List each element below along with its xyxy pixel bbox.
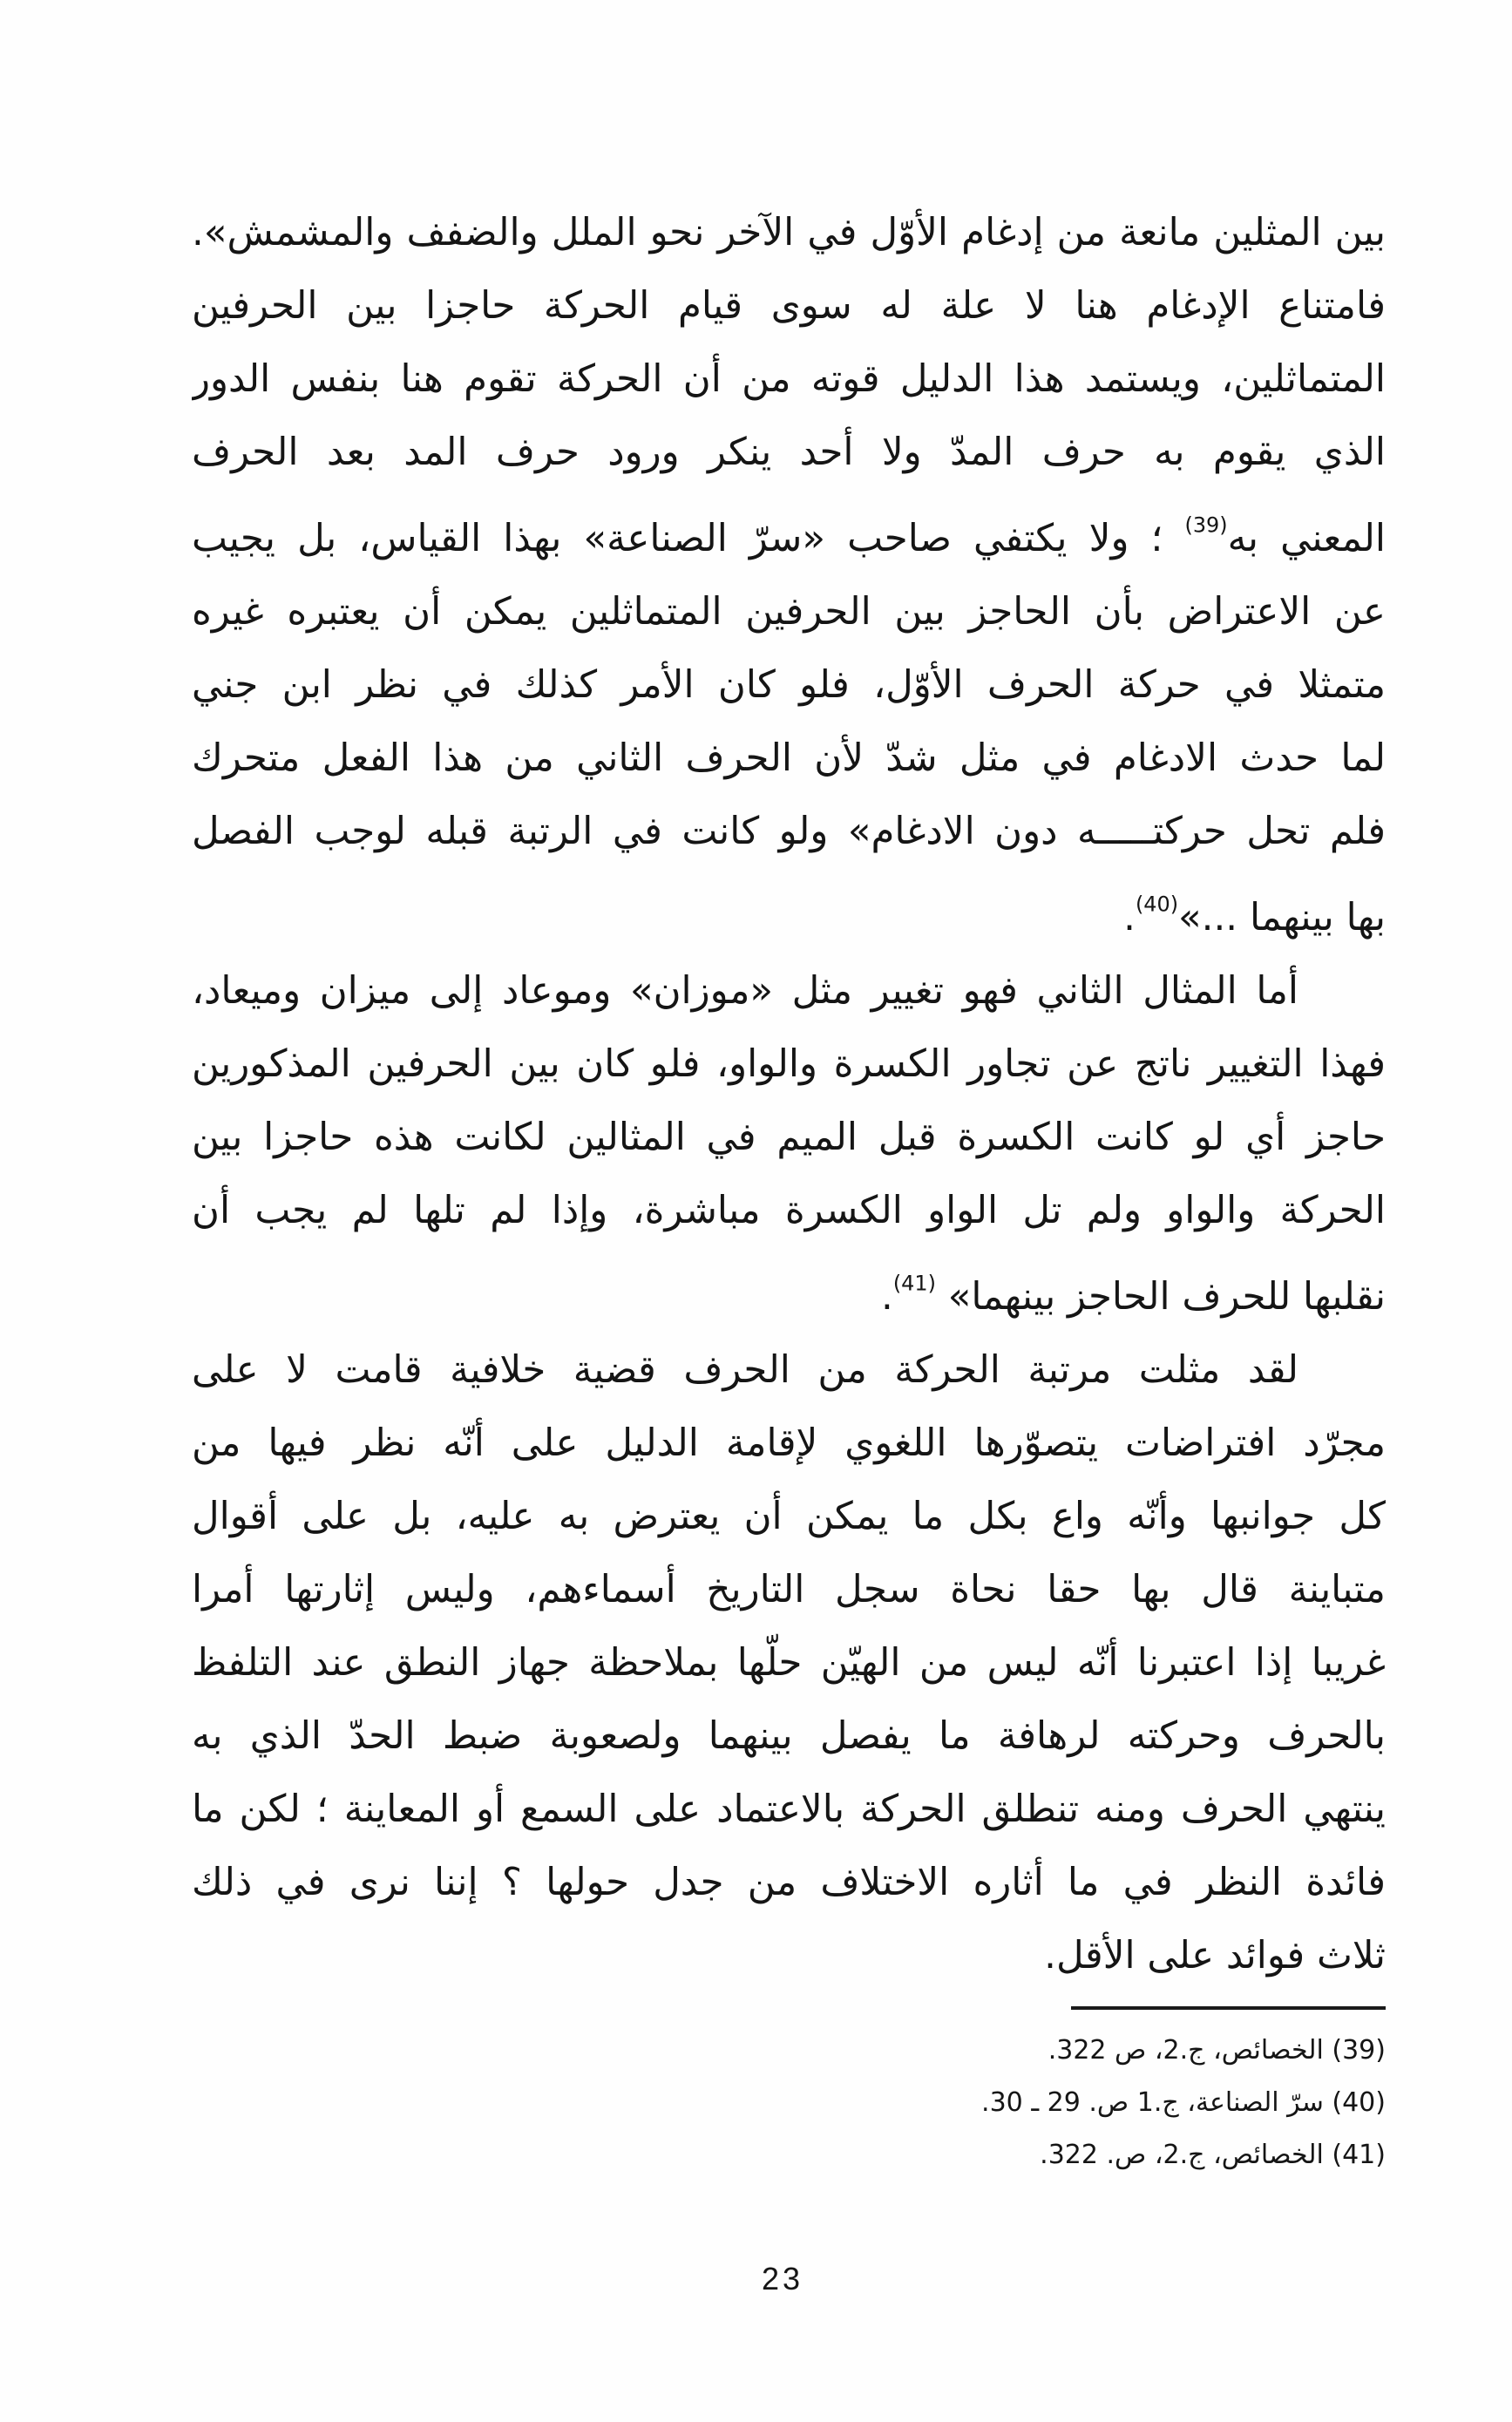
line-text: المعني به	[1227, 517, 1386, 560]
paragraph	[192, 954, 1386, 1333]
text-line: لما حدث الادغام في مثل شدّ لأن الحرف الثاني من هذا الفعل متحرك	[192, 736, 1386, 780]
text-line	[192, 502, 1386, 575]
line-text: ؛ ولا يكتفي صاحب «سرّ الصناعة» بهذا القياس، بل يجيب	[192, 517, 1185, 560]
body-text	[192, 196, 1386, 1992]
line-text: بها بينهما ...»	[1178, 896, 1386, 940]
text-line: فهذا التغيير ناتج عن تجاور الكسرة والواو، فلو كان بين الحرفين المذكورين	[192, 1042, 1386, 1086]
line-text: .	[1123, 896, 1136, 940]
text-line	[192, 1260, 1386, 1333]
text-line: لقد مثلت مرتبة الحركة من الحرف قضية خلافية قامت لا على	[192, 1348, 1298, 1392]
page-number: 23	[761, 2261, 804, 2296]
paragraph	[192, 196, 1386, 954]
text-line: أما المثال الثاني فهو تغيير مثل «موزان» وموعاد إلى ميزان وميعاد،	[192, 969, 1298, 1013]
line-text: نقلبها للحرف الحاجز بينهما»	[935, 1275, 1386, 1319]
text-line: الحركة والواو ولم تل الواو الكسرة مباشرة، وإذا لم تلها لم يجب أن	[192, 1189, 1386, 1232]
text-line: عن الاعتراض بأن الحاجز بين الحرفين المتماثلين يمكن أن يعتبره غيره	[192, 590, 1386, 634]
text-line: كل جوانبها وأنّه واع بكل ما يمكن أن يعترض به عليه، بل على أقوال	[192, 1495, 1386, 1538]
footnote-separator	[1071, 2006, 1386, 2010]
footnote: (39) الخصائص، ج.2، ص 322.	[1048, 2035, 1386, 2066]
text-line: فلم تحل حركتـــــه دون الادغام» ولو كانت في الرتبة قبله لوجب الفصل	[192, 810, 1386, 853]
footnotes	[601, 2025, 1386, 2181]
text-line: ثلاث فوائد على الأقل.	[1044, 1934, 1386, 1978]
text-line: الذي يقوم به حرف المدّ ولا أحد ينكر ورود حرف المد بعد الحرف	[192, 431, 1386, 474]
text-line: بالحرف وحركته لرهافة ما يفصل بينهما ولصعوبة ضبط الحدّ الذي به	[192, 1714, 1386, 1758]
footnote-reference: (40)	[1135, 892, 1179, 917]
text-line: متمثلا في حركة الحرف الأوّل، فلو كان الأمر كذلك في نظر ابن جني	[192, 663, 1386, 707]
text-line	[192, 881, 1386, 954]
text-line: المتماثلين، ويستمد هذا الدليل قوته من أن الحركة تقوم هنا بنفس الدور	[192, 357, 1386, 401]
footnote: (41) الخصائص، ج.2، ص. 322.	[1040, 2140, 1386, 2170]
footnote-reference: (41)	[892, 1271, 936, 1296]
footnote: (40) سرّ الصناعة، ج.1 ص. 29 ـ 30.	[981, 2087, 1386, 2118]
paragraph	[192, 1333, 1386, 1992]
text-line: بين المثلين مانعة من إدغام الأوّل في الآخر نحو الملل والضفف والمشمش».	[192, 211, 1386, 254]
text-line: ينتهي الحرف ومنه تنطلق الحركة بالاعتماد على السمع أو المعاينة ؛ لكن ما	[192, 1788, 1386, 1831]
footnote-reference: (39)	[1184, 512, 1228, 538]
text-line: فامتناع الإدغام هنا لا علة له سوى قيام الحركة حاجزا بين الحرفين	[192, 284, 1386, 328]
line-text: .	[881, 1275, 893, 1319]
text-line: غريبا إذا اعتبرنا أنّه ليس من الهيّن حلّها بملاحظة جهاز النطق عند التلفظ	[192, 1641, 1386, 1685]
text-line: فائدة النظر في ما أثاره الاختلاف من جدل حولها ؟ إننا نرى في ذلك	[192, 1861, 1386, 1904]
text-line: مجرّد افتراضات يتصوّرها اللغوي لإقامة الدليل على أنّه نظر فيها من	[192, 1421, 1386, 1465]
text-line: حاجز أي لو كانت الكسرة قبل الميم في المثالين لكانت هذه حاجزا بين	[192, 1116, 1386, 1159]
text-line: متباينة قال بها حقا نحاة سجل التاريخ أسماءهم، وليس إثارتها أمرا	[192, 1568, 1386, 1611]
